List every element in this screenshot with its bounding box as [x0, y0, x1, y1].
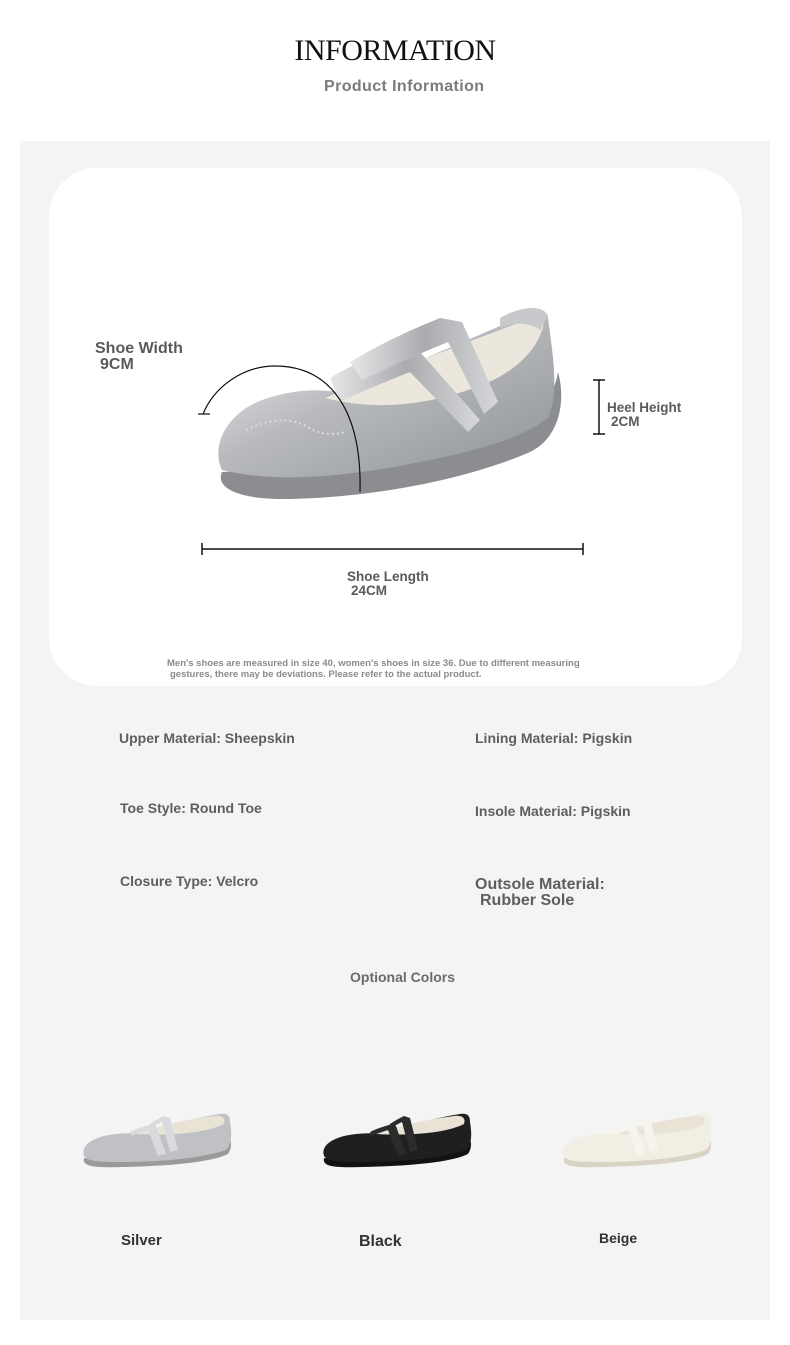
shoe-length-label: Shoe Length 24CM — [347, 569, 429, 598]
color-option-black-shoe[interactable] — [323, 1114, 471, 1167]
color-option-beige-shoe[interactable] — [563, 1114, 711, 1167]
shoe-width-label: Shoe Width 9CM — [95, 340, 183, 373]
spec-outsole-material: Outsole Material: Rubber Sole — [475, 876, 605, 909]
page-subtitle: Product Information — [324, 78, 485, 95]
spec-upper-material: Upper Material: Sheepskin — [119, 730, 295, 746]
spec-lining-material: Lining Material: Pigskin — [475, 730, 633, 746]
page-title: INFORMATION — [294, 34, 496, 67]
color-name-black: Black — [359, 1233, 402, 1250]
color-name-silver: Silver — [121, 1232, 162, 1249]
measurement-note: Men's shoes are measured in size 40, women's shoes in size 36. Due to different measuring gestures, there may be deviations. Please refer to the actual product. — [167, 658, 580, 680]
color-option-silver-shoe[interactable] — [83, 1114, 231, 1167]
spec-insole-material: Insole Material: Pigskin — [475, 803, 631, 819]
spec-closure-type: Closure Type: Velcro — [120, 873, 259, 889]
heel-height-label: Heel Height 2CM — [607, 400, 682, 429]
color-name-beige: Beige — [599, 1230, 638, 1246]
spec-toe-style: Toe Style: Round Toe — [120, 800, 262, 816]
main-shoe-image — [218, 308, 561, 499]
optional-colors-title: Optional Colors — [350, 969, 455, 985]
color-swatches — [0, 1100, 790, 1180]
